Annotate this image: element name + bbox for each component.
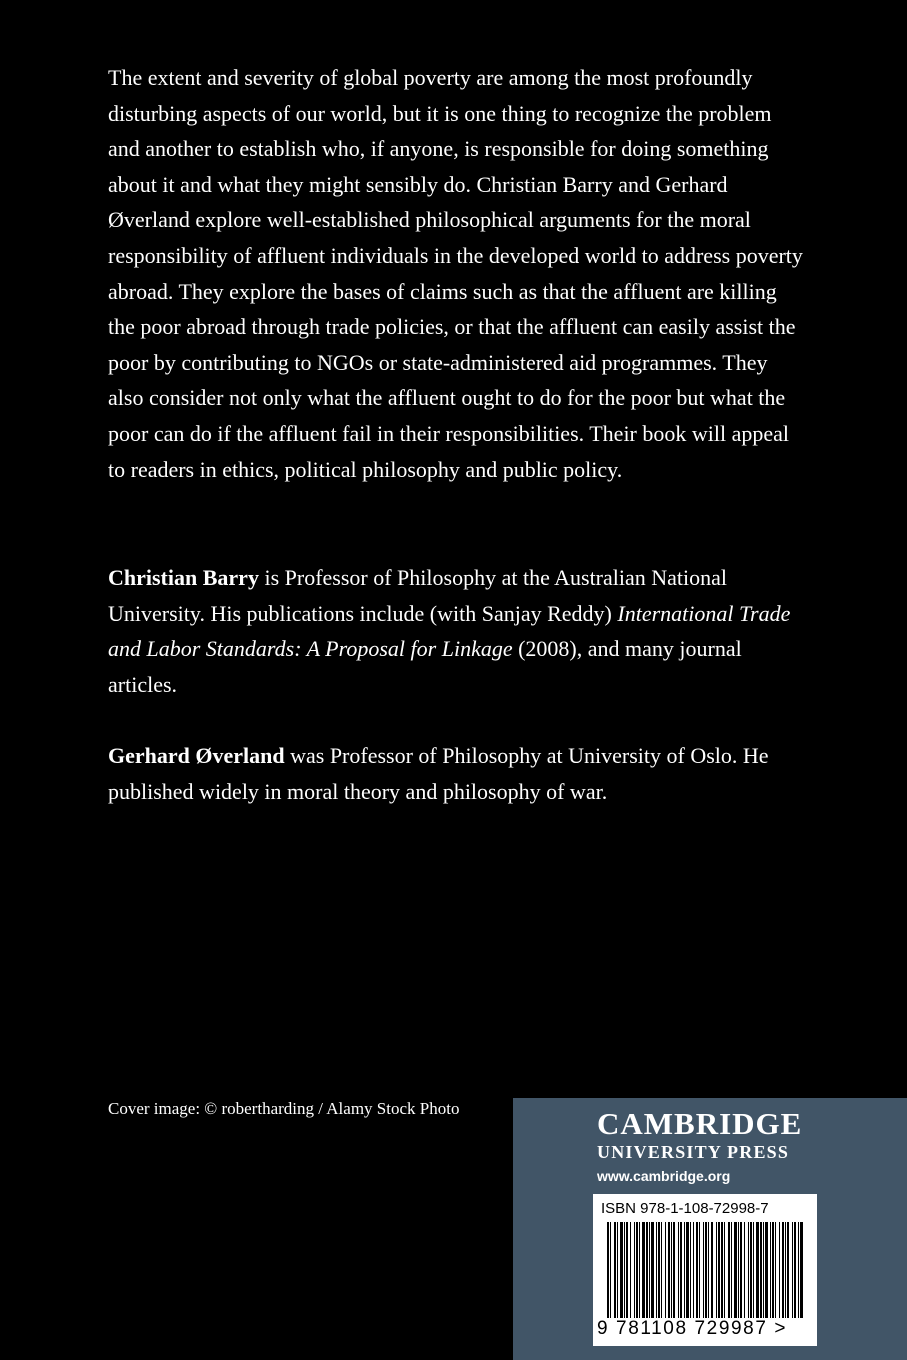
barcode-bar [765,1222,768,1318]
barcode-bar [794,1222,796,1318]
publisher-panel [513,1098,907,1360]
barcode-bar [646,1222,648,1318]
author-bio-overland [108,738,808,809]
bio-barry-text-2: (2008), and many journal articles. [108,636,742,697]
publisher-url: www.cambridge.org [597,1168,731,1184]
barcode-bar [658,1222,660,1318]
bio-overland-text: was Professor of Philosophy at University of Oslo. He published widely in moral theory and philosophy of war. [108,743,769,804]
barcode-bar [696,1222,698,1318]
cover-image-credit: Cover image: © robertharding / Alamy Stock Photo [108,1099,460,1118]
bio-barry-text-1: is Professor of Philosophy at the Australian National University. His publications include (with Sanjay Reddy) [108,565,728,626]
barcode-bar [800,1222,803,1318]
barcode-bar [617,1222,618,1318]
barcode-bar [756,1222,759,1318]
author-bio-barry [108,560,808,702]
barcode-bar [744,1222,745,1318]
publisher-logo-subtitle: UNIVERSITY PRESS [597,1142,790,1162]
barcode-bar [624,1222,625,1318]
barcode-bar [718,1222,720,1318]
barcode-bar [703,1222,704,1318]
barcode-bar [763,1222,764,1318]
barcode-bar [671,1222,672,1318]
barcode-bar [693,1222,694,1318]
barcode-bar [626,1222,628,1318]
barcode-bar [651,1222,654,1318]
author-name-overland: Gerhard Øverland [108,743,285,768]
barcode-bar [798,1222,799,1318]
barcode-bar [673,1222,675,1318]
barcode-bar [705,1222,707,1318]
book-description: The extent and severity of global poverty are among the most profoundly disturbing aspects of our world, but it is one thing to recognize the problem and another to establish who, if anyone, is responsible for doing something about it and what they might sensibly do. Christian Barry and Gerhard Øverland explore well-established philosophical arguments for the moral responsibility of affluent individuals in the developed world to address poverty abroad. They explore the bases of claims such as that the affluent are killing the poor abroad through trade policies, or that the affluent can easily assist the poor by contributing to NGOs or state-administered aid programmes. They also consider not only what the affluent ought to do for the poor but what the poor can do if the affluent fail in their responsibilities. Their book will appeal to readers in ethics, political philosophy and public policy. [108,65,803,482]
barcode-bar [699,1222,700,1318]
barcode-bar [731,1222,732,1318]
barcode-bar [607,1222,609,1318]
barcode-bar [684,1222,685,1318]
barcode-bar [680,1222,682,1318]
barcode-bar [740,1222,742,1318]
book-title-barry: International Trade and Labor Standards: A Proposal for Linkage [108,600,791,662]
barcode-digits: 9 781108 729987 > [597,1318,788,1339]
barcode-bar [734,1222,737,1318]
barcode-bar [634,1222,635,1318]
barcode-bar [760,1222,762,1318]
barcode-bar [686,1222,689,1318]
barcode-bar [614,1222,616,1318]
barcode-bar [721,1222,723,1318]
barcode-bar [690,1222,691,1318]
barcode-bar [656,1222,657,1318]
barcode-bar [748,1222,749,1318]
barcode-bar [779,1222,780,1318]
barcode-bar [787,1222,789,1318]
barcode-bar [738,1222,739,1318]
barcode-bar [668,1222,670,1318]
isbn-label: ISBN 978-1-108-72998-7 [601,1200,769,1217]
barcode-bar [770,1222,771,1318]
barcode-bar [750,1222,752,1318]
barcode-bar [792,1222,793,1318]
barcode-box [593,1194,817,1346]
barcode-bar [753,1222,754,1318]
barcode-bar [661,1222,662,1318]
barcode-bar [678,1222,679,1318]
barcode-bar [772,1222,774,1318]
barcode-bar [636,1222,638,1318]
barcode-bar [728,1222,730,1318]
barcode-bar [610,1222,611,1318]
barcode-icon [607,1222,803,1318]
barcode-bar [665,1222,666,1318]
author-name-barry: Christian Barry [108,565,259,590]
publisher-logo-name: CAMBRIDGE [597,1106,803,1141]
barcode-bar [639,1222,640,1318]
barcode-bar [620,1222,623,1318]
barcode-bar [630,1222,631,1318]
barcode-bar [711,1222,713,1318]
barcode-bar [724,1222,725,1318]
barcode-bar [649,1222,650,1318]
barcode-bar [782,1222,784,1318]
barcode-bar [642,1222,645,1318]
barcode-bar [775,1222,776,1318]
barcode-bar [716,1222,717,1318]
barcode-bar [708,1222,709,1318]
barcode-bar [785,1222,786,1318]
